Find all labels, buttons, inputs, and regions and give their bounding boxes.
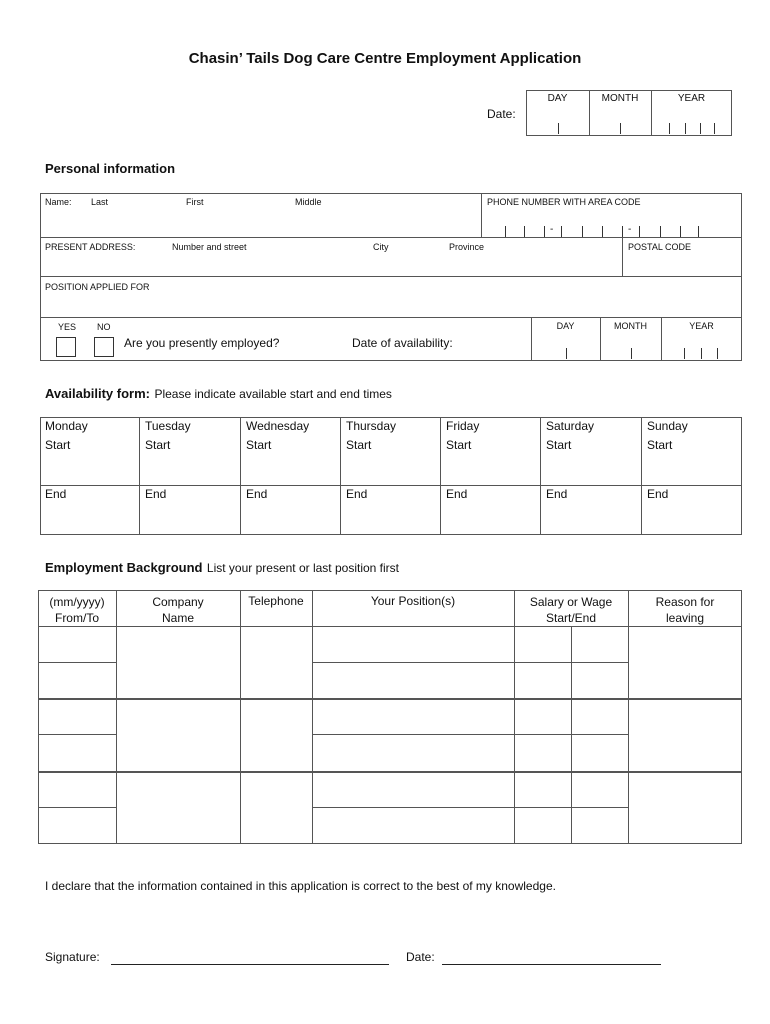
start-label-wednesday: Start	[246, 438, 272, 452]
col-salary-line1: Salary or Wage	[529, 595, 613, 609]
employment-table	[38, 590, 742, 844]
province-label: Province	[449, 242, 485, 252]
employment-heading: Employment Background	[45, 560, 203, 575]
end-label-saturday: End	[546, 487, 568, 501]
address-label: PRESENT ADDRESS:	[45, 242, 136, 252]
end-label-friday: End	[446, 487, 468, 501]
street-label: Number and street	[172, 242, 247, 252]
start-label-thursday: Start	[346, 438, 372, 452]
start-label-monday: Start	[45, 438, 71, 452]
phone-dash-1: -	[550, 224, 554, 235]
position-label: POSITION APPLIED FOR	[45, 282, 150, 292]
avail-year-label: YEAR	[689, 321, 714, 331]
availability-note: Please indicate available start and end times	[154, 387, 392, 401]
postal-code-field[interactable]	[623, 252, 741, 276]
sign-date-line[interactable]	[442, 964, 661, 965]
day-sunday: Sunday	[647, 419, 688, 433]
availability-heading-line	[45, 385, 392, 403]
header-year-label: YEAR	[677, 93, 706, 104]
col-reason-line2: leaving	[665, 611, 705, 625]
employed-yes-checkbox[interactable]	[56, 337, 76, 357]
header-date-label: Date:	[487, 107, 516, 121]
col-dates-line1: (mm/yyyy)	[49, 595, 105, 609]
middle-name-label: Middle	[295, 197, 322, 207]
employment-note: List your present or last position first	[206, 561, 400, 575]
position-field[interactable]	[41, 293, 741, 317]
availability-date-label: Date of availability:	[352, 336, 453, 350]
start-label-tuesday: Start	[145, 438, 171, 452]
avail-month-label: MONTH	[614, 321, 647, 331]
end-label-tuesday: End	[145, 487, 167, 501]
day-tuesday: Tuesday	[145, 419, 191, 433]
address-field[interactable]	[41, 252, 621, 276]
start-label-friday: Start	[446, 438, 472, 452]
end-label-thursday: End	[346, 487, 368, 501]
col-reason-line1: Reason for	[655, 595, 715, 609]
end-label-sunday: End	[647, 487, 669, 501]
end-label-monday: End	[45, 487, 67, 501]
name-field[interactable]	[41, 207, 481, 237]
availability-heading: Availability form:	[45, 386, 150, 401]
day-saturday: Saturday	[546, 419, 595, 433]
col-telephone-header: Telephone	[248, 594, 304, 608]
last-name-label: Last	[91, 197, 109, 207]
availability-date-field[interactable]	[532, 332, 741, 360]
col-company-header	[116, 594, 240, 626]
signature-label: Signature:	[45, 950, 100, 964]
day-friday: Friday	[446, 419, 480, 433]
availability-table	[40, 417, 742, 535]
employed-question: Are you presently employed?	[124, 336, 280, 350]
day-monday: Monday	[45, 419, 88, 433]
day-thursday: Thursday	[346, 419, 397, 433]
name-label: Name:	[45, 197, 72, 207]
personal-heading: Personal information	[45, 161, 176, 176]
col-dates-line2: From/To	[54, 611, 99, 625]
end-label-wednesday: End	[246, 487, 268, 501]
header-month-label: MONTH	[601, 93, 639, 104]
col-salary-line2: Start/End	[545, 611, 597, 625]
header-day-label: DAY	[547, 93, 568, 104]
postal-code-label: POSTAL CODE	[628, 242, 692, 252]
start-label-sunday: Start	[647, 438, 673, 452]
phone-field[interactable]	[482, 207, 741, 237]
start-label-saturday: Start	[546, 438, 572, 452]
phone-label: PHONE NUMBER WITH AREA CODE	[487, 197, 641, 207]
declaration-text: I declare that the information contained in this application is correct to the best of my knowledge.	[45, 879, 556, 893]
employed-no-checkbox[interactable]	[94, 337, 114, 357]
avail-day-label: DAY	[556, 321, 575, 331]
yes-label: YES	[58, 322, 77, 332]
signature-line[interactable]	[111, 964, 389, 965]
col-reason-header	[628, 594, 742, 626]
sign-date-label: Date:	[406, 950, 435, 964]
page-title: Chasin’ Tails Dog Care Centre Employment Application	[188, 50, 582, 67]
city-label: City	[373, 242, 389, 252]
col-company-line2: Name	[161, 611, 194, 625]
col-dates-header	[38, 594, 116, 626]
col-position-header: Your Position(s)	[370, 594, 456, 608]
no-label: NO	[97, 322, 111, 332]
first-name-label: First	[186, 197, 204, 207]
col-company-line1: Company	[152, 595, 204, 609]
phone-dash-2: -	[628, 224, 632, 235]
day-wednesday: Wednesday	[246, 419, 310, 433]
employment-heading-line	[45, 559, 399, 577]
col-salary-header	[514, 594, 628, 626]
